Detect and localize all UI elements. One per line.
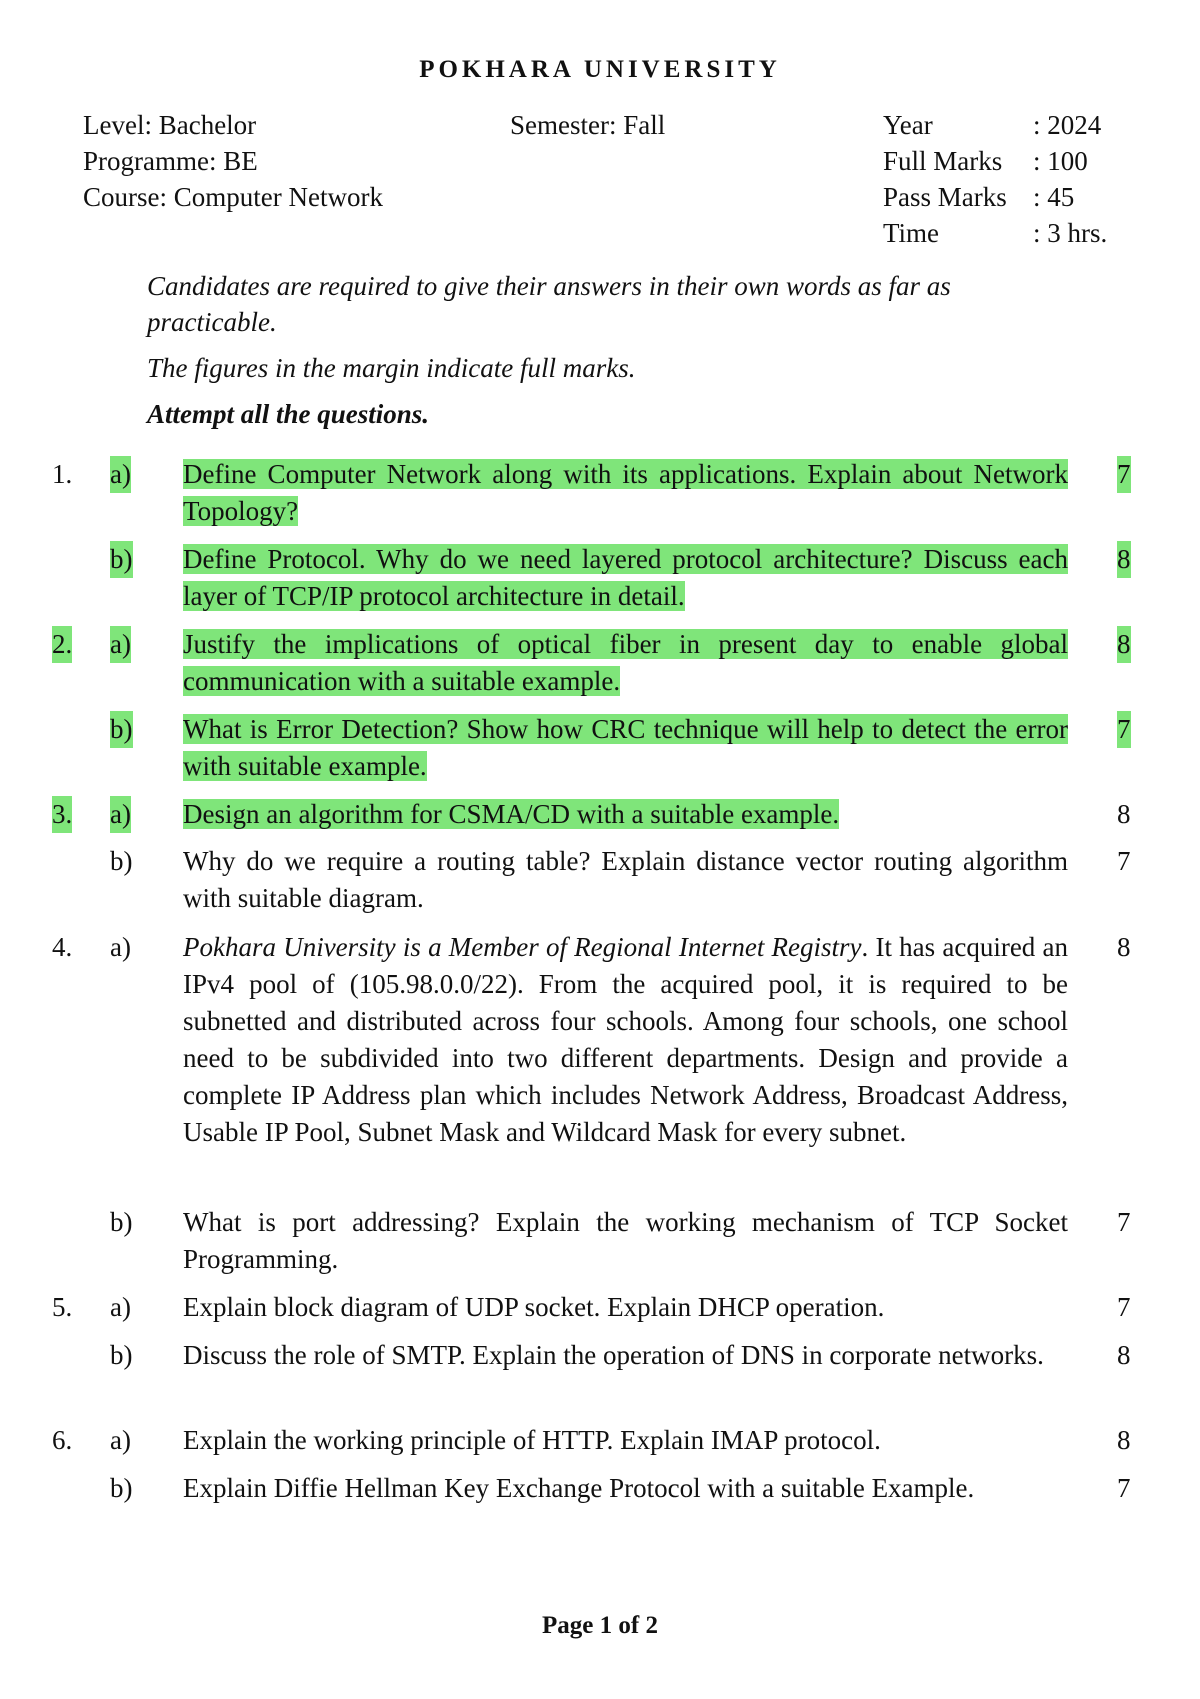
level: Level: Bachelor [83,110,257,140]
question-text: What is Error Detection? Show how CRC technique will help to detect the error with suitable example. [183,714,1068,781]
question-text: Explain Diffie Hellman Key Exchange Protocol with a suitable Example. [183,1473,975,1503]
question-marks: 8 [1117,1425,1131,1455]
instruction-attempt-all: Attempt all the questions. [147,399,430,429]
subquestion-label: a) [110,932,131,962]
instruction-margin-marks: The figures in the margin indicate full marks. [147,353,636,383]
instruction-own-words: Candidates are required to give their answers in their own words as far as practicable. [147,271,951,337]
subquestion-label: a) [110,626,131,663]
question-number: 4. [52,932,73,962]
question-number: 2. [52,626,72,663]
question-marks: 7 [1117,1207,1131,1237]
subquestion-label: a) [110,796,131,833]
programme: Programme: BE [83,146,258,176]
question-text: What is port addressing? Explain the working mechanism of TCP Socket Programming. [183,1207,1068,1274]
page-number: Page 1 of 2 [542,1612,658,1639]
year-value: : 2024 [1033,110,1102,140]
full-marks-label: Full Marks [883,146,1003,176]
subquestion-label: a) [110,1425,131,1455]
question-marks: 7 [1117,1292,1131,1322]
question-marks: 7 [1117,1473,1131,1503]
subquestion-label: a) [110,1292,131,1322]
question-text: Define Protocol. Why do we need layered protocol architecture? Discuss each layer of TCP/IP protocol architecture in detail. [183,544,1068,611]
time-value: : 3 hrs. [1033,218,1108,248]
question-number: 3. [52,796,72,833]
course: Course: Computer Network [83,182,383,212]
question-marks: 8 [1117,1340,1131,1370]
question-marks: 8 [1117,799,1131,829]
semester: Semester: Fall [510,110,666,140]
question-marks: 8 [1117,541,1131,578]
question-text: Why do we require a routing table? Explain distance vector routing algorithm with suitable diagram. [183,846,1068,913]
question-marks: 8 [1117,932,1131,962]
question-text: Define Computer Network along with its applications. Explain about Network Topology? [183,459,1068,526]
question-marks: 7 [1117,711,1131,748]
subquestion-label: b) [110,711,133,748]
time-label: Time [883,218,940,248]
subquestion-label: b) [110,541,133,578]
subquestion-label: b) [110,1473,133,1503]
question-text: Design an algorithm for CSMA/CD with a suitable example. [183,799,840,829]
year-label: Year [883,110,933,140]
subquestion-label: b) [110,1340,133,1370]
question-text-rest: . It has acquired an IPv4 pool of (105.98.0.0/22). From the acquired pool, it is required to be subnetted and distributed across four schools. Among four schools, one school need to be subdivided into two different departments. Design and provide a complete IP Address plan which includes Network Address, Broadcast Address, Usable IP Pool, Subnet Mask and Wildcard Mask for every subnet. [183,932,1069,1147]
question-number: 5. [52,1292,73,1322]
exam-meta-right [883,107,1107,251]
question-marks: 8 [1117,626,1131,663]
pass-marks-value: : 45 [1033,182,1075,212]
question-text-italic: Pokhara University is a Member of Regional Internet Registry [183,932,862,962]
question-text: Explain block diagram of UDP socket. Explain DHCP operation. [183,1292,885,1322]
subquestion-label: b) [110,846,133,876]
subquestion-label: b) [110,1207,133,1237]
question-text [183,929,1068,1151]
full-marks-value: : 100 [1033,146,1088,176]
question-text: Discuss the role of SMTP. Explain the operation of DNS in corporate networks. [183,1340,1044,1370]
question-text: Justify the implications of optical fiber in present day to enable global communication with a suitable example. [183,629,1068,696]
question-number: 1. [52,459,73,489]
question-marks: 7 [1117,456,1131,493]
question-marks: 7 [1117,846,1131,876]
subquestion-label: a) [110,456,131,493]
university-title: POKHARA UNIVERSITY [419,56,781,83]
question-number: 6. [52,1425,73,1455]
pass-marks-label: Pass Marks [883,182,1007,212]
exam-meta-left [83,107,383,215]
question-text: Explain the working principle of HTTP. Explain IMAP protocol. [183,1425,881,1455]
